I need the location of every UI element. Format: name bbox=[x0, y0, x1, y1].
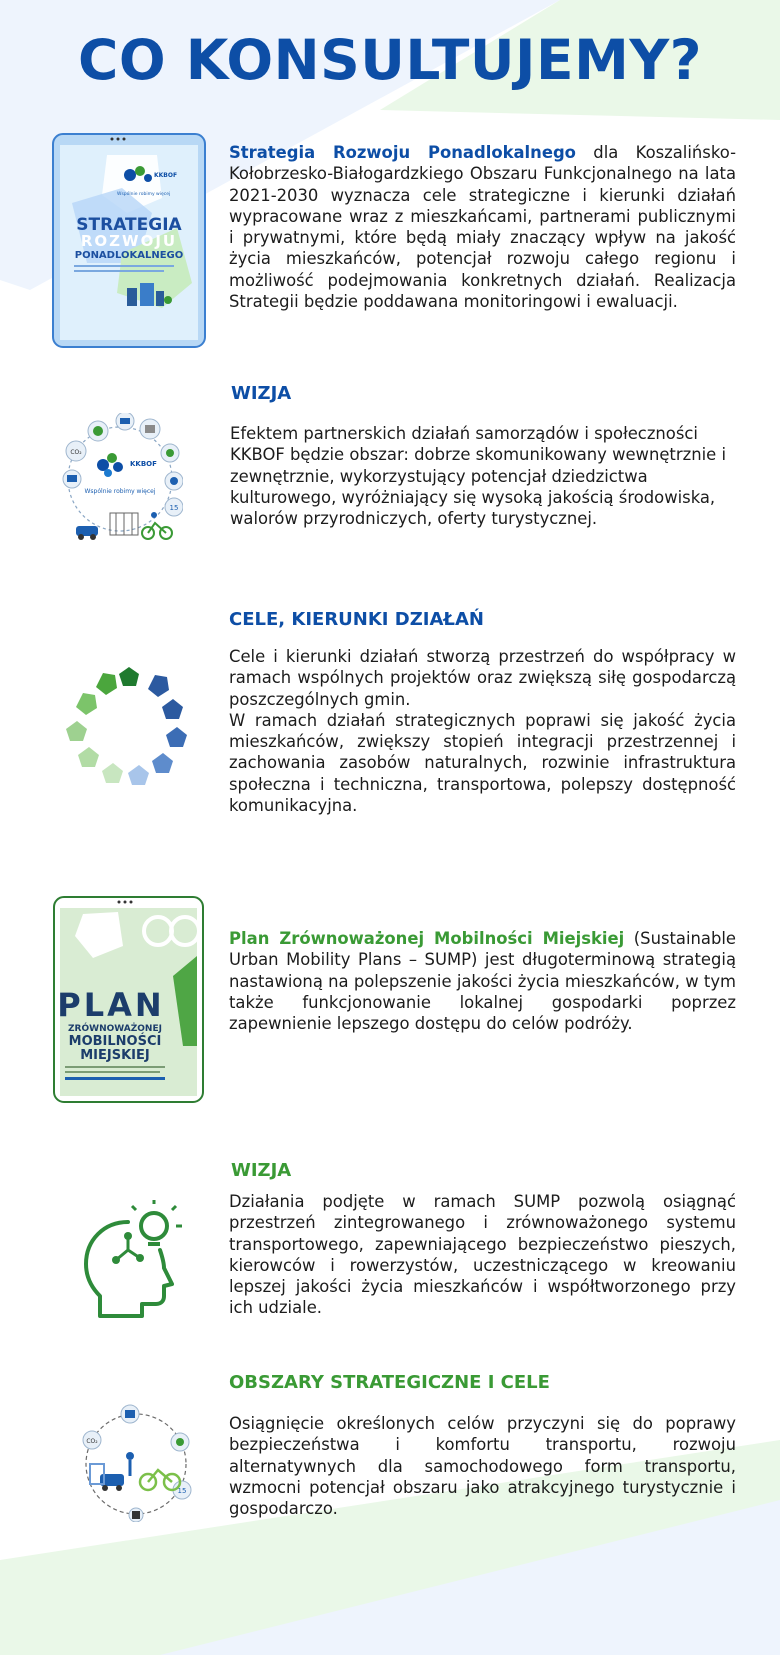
strategy-cover-logo: KKBOF bbox=[154, 172, 178, 179]
goals-pentagon-ring bbox=[63, 663, 195, 793]
goals-body bbox=[229, 646, 736, 816]
sump-tablet-cover bbox=[53, 896, 204, 1103]
head-lightbulb-icon bbox=[76, 1200, 184, 1320]
kkbof-icon-ring bbox=[58, 413, 183, 548]
vision1-heading: WIZJA bbox=[231, 383, 292, 404]
strategy-cover-slogan: Wspólnie robimy więcej bbox=[117, 192, 171, 197]
vision1-slogan: Wspólnie robimy więcej bbox=[84, 488, 156, 495]
svg-text:CO₂: CO₂ bbox=[70, 449, 82, 456]
strategy-description bbox=[229, 142, 736, 312]
goals-heading: CELE, KIERUNKI DZIAŁAŃ bbox=[229, 609, 484, 630]
vision1-body: Efektem partnerskich działań samorządów i społeczności KKBOF będzie obszar: dobrze skomunikowany wewnętrznie i zewnętrznie, wykorzystujący potencjał dziedzictwa kulturowego, wyróżniający się wysoką jakością środowiska, walorów przyrodniczych, oferty turystycznej. bbox=[230, 424, 726, 529]
svg-text:15: 15 bbox=[169, 504, 179, 512]
sump-cover-title-1: PLAN bbox=[57, 986, 165, 1024]
sump-lead: Plan Zrównoważonej Mobilności Miejskiej bbox=[229, 929, 625, 948]
strategy-cover-title-2: ROZWOJU bbox=[80, 232, 178, 250]
strategy-cover-title-3: PONADLOKALNEGO bbox=[74, 250, 184, 261]
areas-body: Osiągnięcie określonych celów przyczyni się do poprawy bezpieczeństwa i komfortu transportu, rozwoju alternatywnych dla samochodowego form transportu, wzmocni potencjał obszaru jako atrakcyjnego turystycznie i gospodarczo. bbox=[229, 1414, 736, 1519]
vision2-body: Działania podjęte w ramach SUMP pozwolą osiągnąć przestrzeń zintegrowanego i zrównoważonego systemu transportowego, zapewniającego bezpieczeństwo pieszych, kierowców i rowerzystów, uczestniczącego w kreowaniu lepszej jakości życia mieszkańców i współtworzonego przy ich udziale. bbox=[229, 1192, 736, 1318]
vision1-logo: KKBOF bbox=[130, 460, 157, 468]
goals-paragraph-1: Cele i kierunki działań stworzą przestrzeń do współpracy w ramach wspólnych projektów oraz zwiększą siłę gospodarczą poszczególnych gmin. bbox=[229, 647, 736, 709]
strategy-tablet-cover bbox=[52, 133, 206, 348]
areas-heading: OBSZARY STRATEGICZNE I CELE bbox=[229, 1372, 550, 1393]
mobility-icon-ring bbox=[78, 1402, 196, 1522]
sump-cover-title-2: ZRÓWNOWAŻONEJ bbox=[68, 1024, 162, 1034]
page-title: CO KONSULTUJEMY? bbox=[77, 28, 703, 92]
strategy-lead: Strategia Rozwoju Ponadlokalnego bbox=[229, 143, 576, 162]
sump-body: (Sustainable Urban Mobility Plans – SUMP) jest długoterminową strategią nastawioną na polepszenie jakości życia mieszkańców, w tym także funkcjonowanie lokalnej gospodarki poprzez zapewnienie lepszego dostępu do celów podróży. bbox=[229, 929, 737, 1034]
strategy-cover-title-1: STRATEGIA bbox=[76, 215, 182, 235]
sump-cover-title-4: MIEJSKIEJ bbox=[80, 1048, 150, 1063]
strategy-body: dla Koszalińsko-Kołobrzesko-Białogardzkiego Obszaru Funkcjonalnego na lata 2021-2030 wyznacza cele strategiczne i kierunki działań wypracowane wraz z mieszkańcami, partnerami publicznymi i prywatnymi, które będą miały znaczący wpływ na jakość życia mieszkańców, potencjał rozwoju całego regionu i możliwość podejmowania konkretnych działań. Realizacja Strategii będzie poddawana monitoringowi i ewaluacji. bbox=[229, 143, 736, 312]
svg-text:15: 15 bbox=[177, 1487, 187, 1495]
sump-cover-title-3: MOBILNOŚCI bbox=[68, 1034, 162, 1049]
vision2-heading: WIZJA bbox=[231, 1160, 292, 1181]
goals-paragraph-2: W ramach działań strategicznych poprawi się jakość życia mieszkańców, zwiększy stopień integracji przestrzennej i zachowania zasobów naturalnych, rozwinie infrastruktura społeczna i techniczna, transportowa, polepszy dostępność komunikacyjna. bbox=[229, 710, 736, 816]
sump-description bbox=[229, 928, 736, 1034]
svg-text:CO₂: CO₂ bbox=[86, 1438, 98, 1445]
